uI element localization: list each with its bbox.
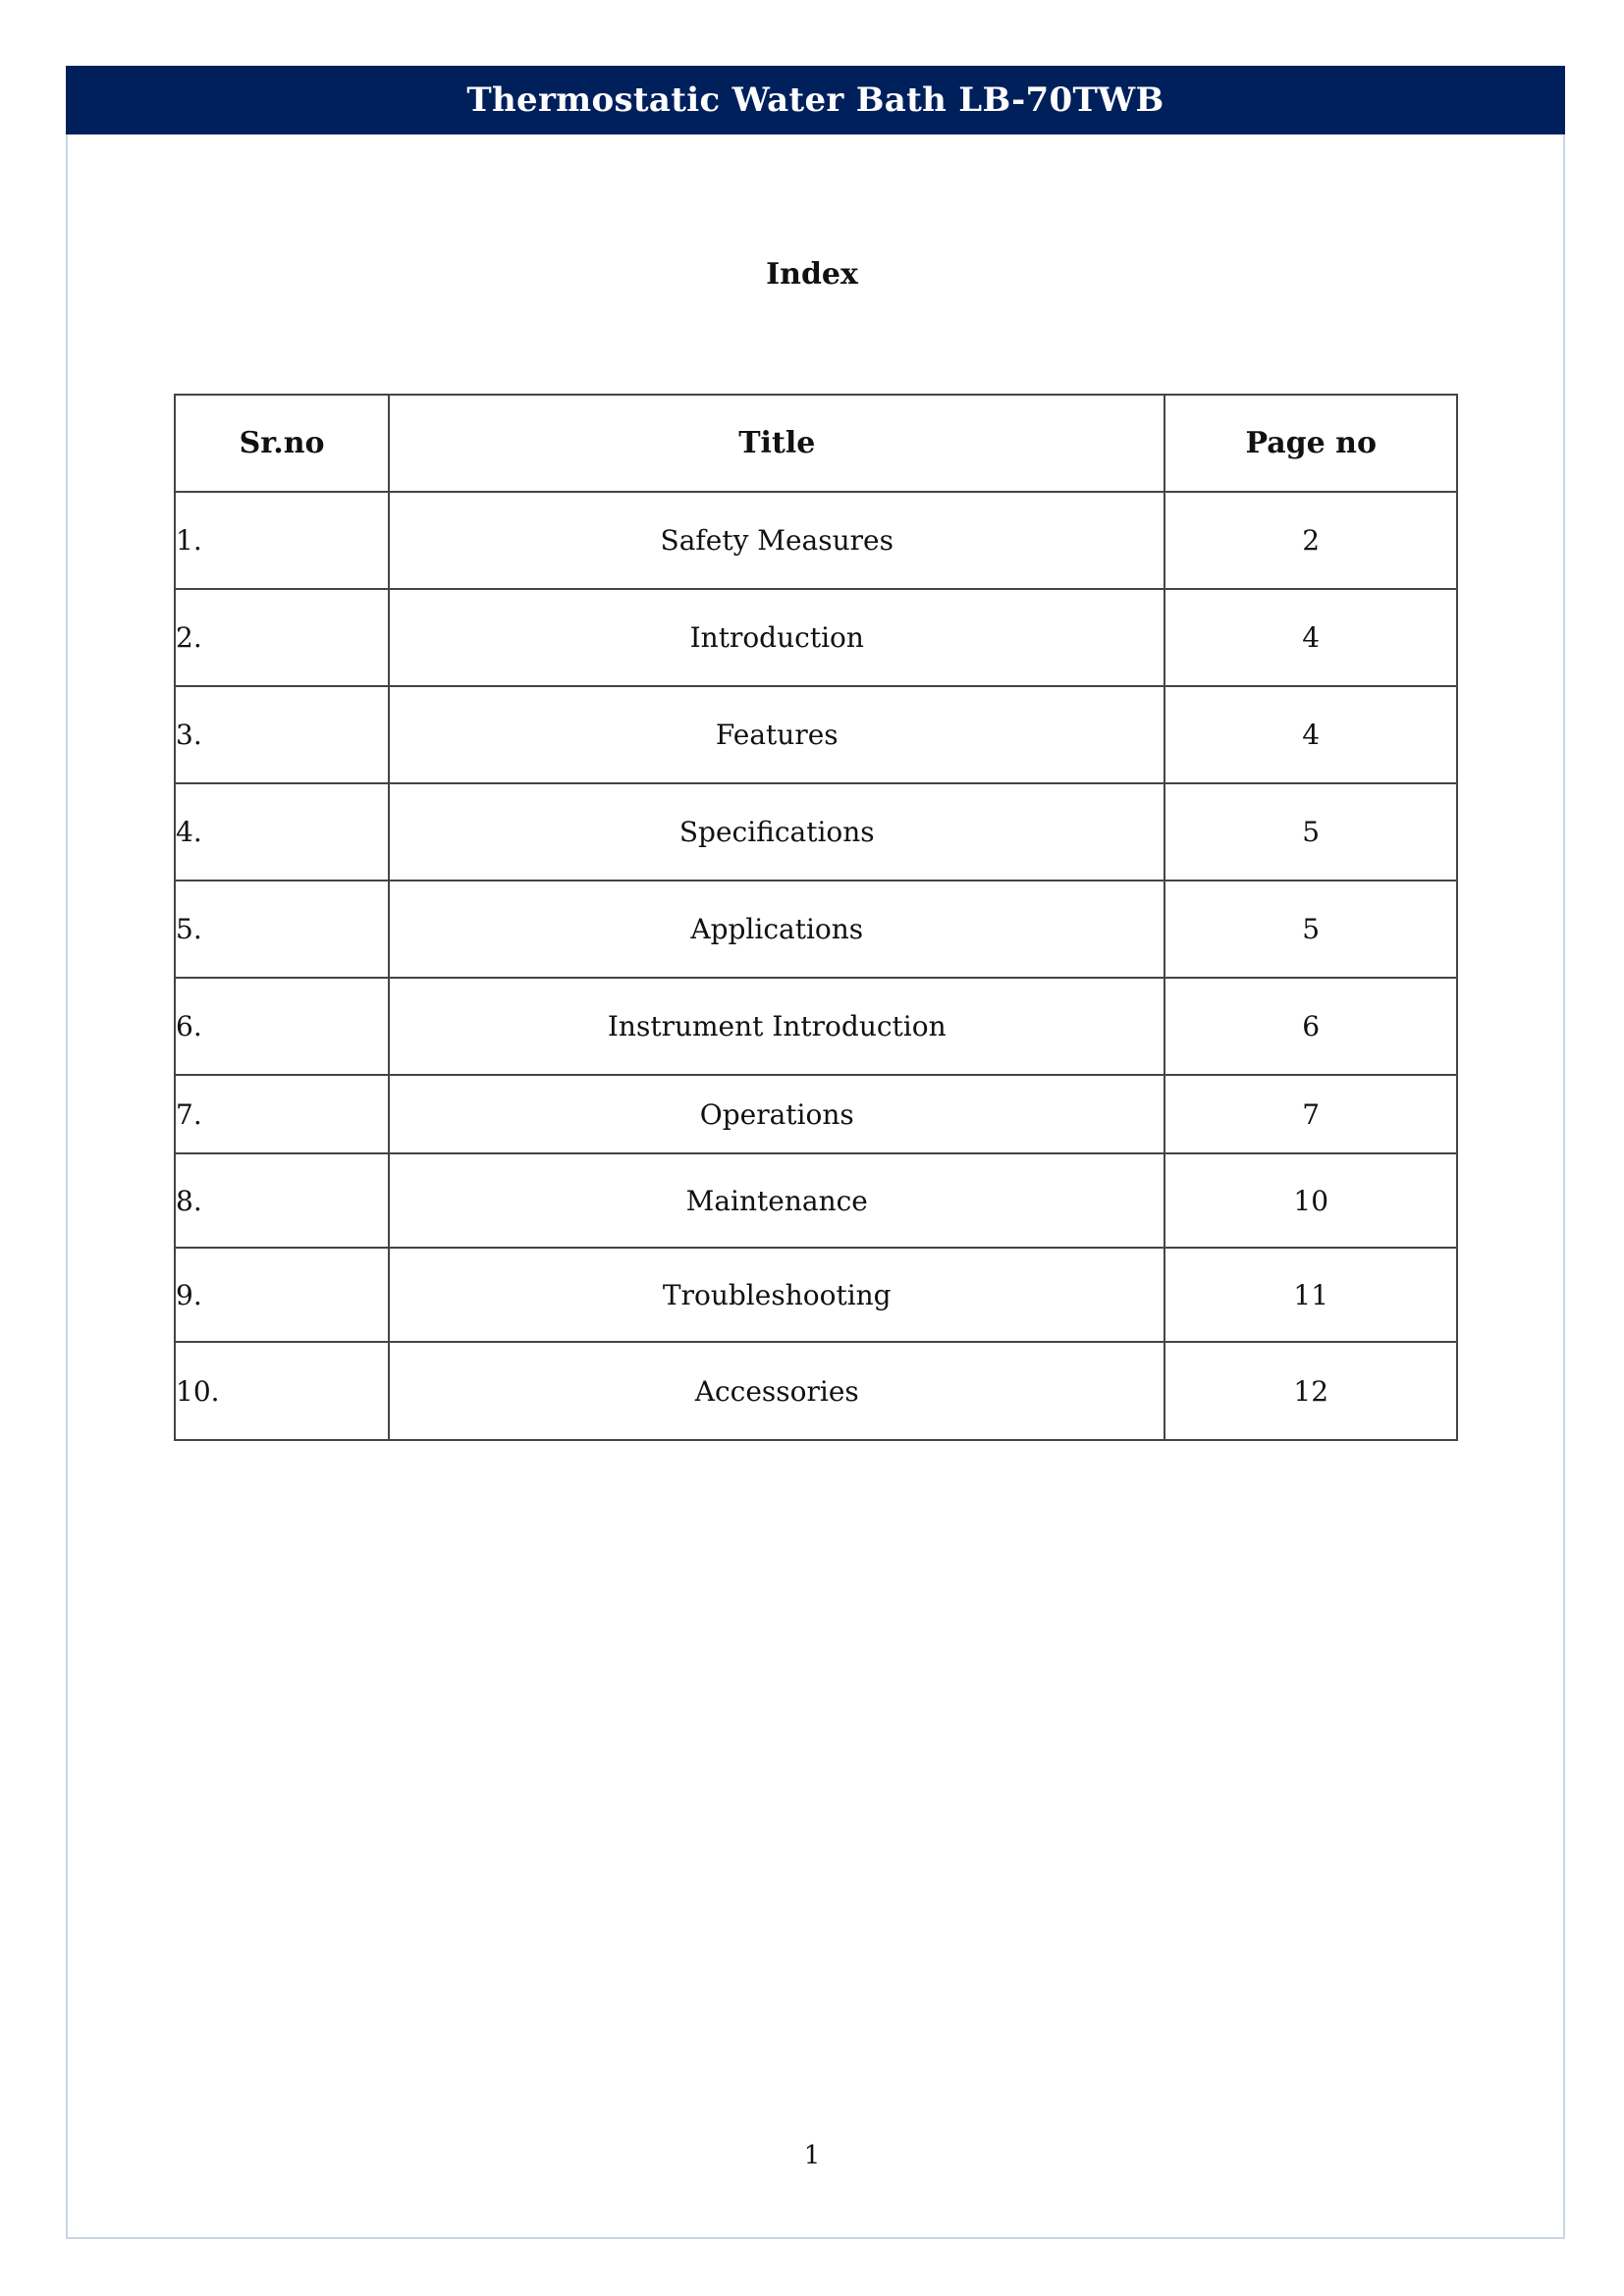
table-row: [175, 492, 1457, 589]
table-header-row: [175, 395, 1457, 492]
table-row: [175, 1153, 1457, 1248]
index-table: [174, 394, 1458, 1441]
sr-no-cell: 2.: [175, 589, 389, 686]
table-row: [175, 1248, 1457, 1342]
sr-no-cell: 8.: [175, 1153, 389, 1248]
document-title: Thermostatic Water Bath LB-70TWB: [466, 80, 1164, 120]
table-row: [175, 783, 1457, 881]
page-no-cell: 7: [1164, 1075, 1457, 1153]
title-cell: Features: [389, 686, 1164, 783]
page-no-cell: 2: [1164, 492, 1457, 589]
table-row: [175, 1342, 1457, 1440]
sr-no-cell: 3.: [175, 686, 389, 783]
table-row: [175, 881, 1457, 978]
index-heading: Index: [766, 257, 858, 292]
page-no-cell: 5: [1164, 881, 1457, 978]
page-number: 1: [803, 2141, 821, 2170]
page-no-cell: 4: [1164, 589, 1457, 686]
column-header-title: Title: [389, 395, 1164, 492]
table-row: [175, 1075, 1457, 1153]
sr-no-cell: 1.: [175, 492, 389, 589]
title-cell: Introduction: [389, 589, 1164, 686]
title-cell: Maintenance: [389, 1153, 1164, 1248]
column-header-sr-no: Sr.no: [175, 395, 389, 492]
page-no-cell: 12: [1164, 1342, 1457, 1440]
table-row: [175, 978, 1457, 1075]
page-no-cell: 11: [1164, 1248, 1457, 1342]
sr-no-cell: 4.: [175, 783, 389, 881]
title-cell: Operations: [389, 1075, 1164, 1153]
title-cell: Safety Measures: [389, 492, 1164, 589]
sr-no-cell: 5.: [175, 881, 389, 978]
table-row: [175, 686, 1457, 783]
page-no-cell: 10: [1164, 1153, 1457, 1248]
title-cell: Troubleshooting: [389, 1248, 1164, 1342]
title-cell: Applications: [389, 881, 1164, 978]
table-row: [175, 589, 1457, 686]
sr-no-cell: 6.: [175, 978, 389, 1075]
title-cell: Accessories: [389, 1342, 1164, 1440]
page-no-cell: 5: [1164, 783, 1457, 881]
sr-no-cell: 7.: [175, 1075, 389, 1153]
page-no-cell: 6: [1164, 978, 1457, 1075]
title-cell: Specifications: [389, 783, 1164, 881]
column-header-page-no: Page no: [1164, 395, 1457, 492]
header-bar: [66, 66, 1565, 134]
sr-no-cell: 9.: [175, 1248, 389, 1342]
page-no-cell: 4: [1164, 686, 1457, 783]
title-cell: Instrument Introduction: [389, 978, 1164, 1075]
sr-no-cell: 10.: [175, 1342, 389, 1440]
